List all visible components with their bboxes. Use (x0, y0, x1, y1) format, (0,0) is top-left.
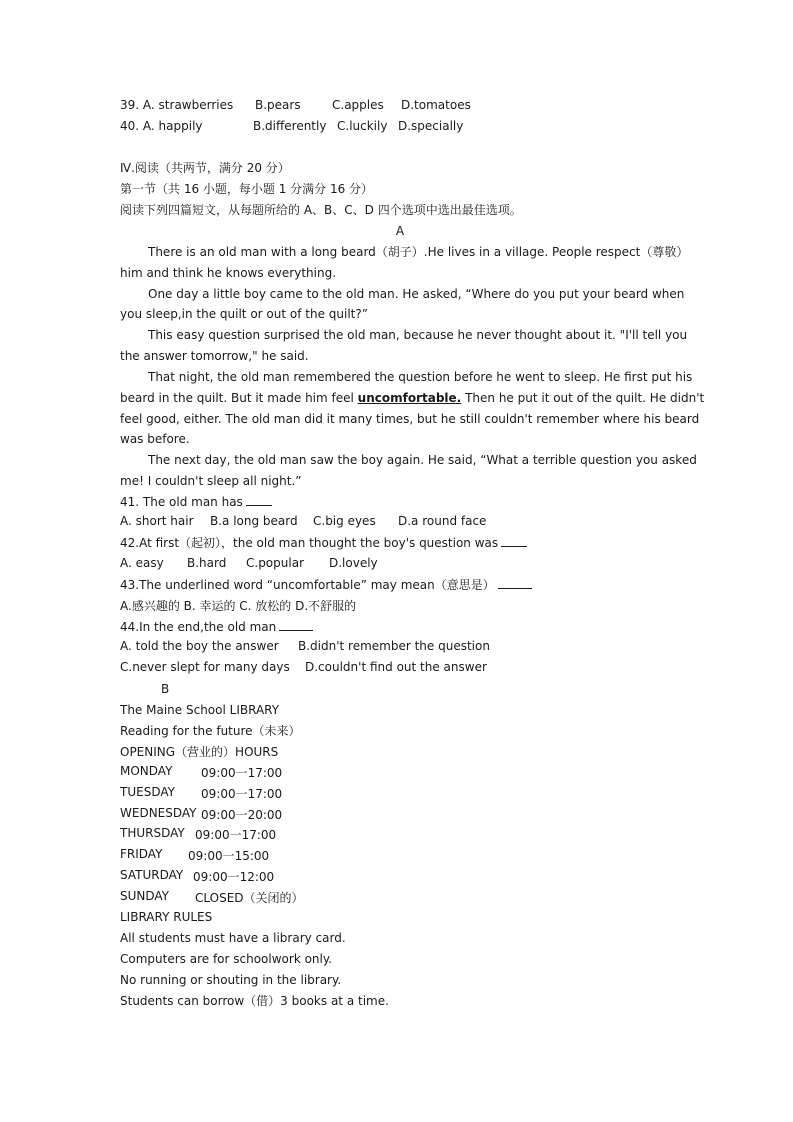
passage-a-line: That night, the old man remembered the question before he went to sleep. He first put his (148, 370, 693, 384)
hours-row-saturday: SATURDAY 09:00一12:00 (120, 868, 275, 884)
question-42-stem: 42.At first（起初），the old man thought the boy's question was (120, 535, 680, 551)
library-title: The Maine School LIBRARY (120, 703, 280, 717)
underlined-word: uncomfortable. (357, 391, 462, 405)
answer-blank (501, 535, 527, 547)
question-44-options-row2: C.never slept for many days D.couldn't find out the answer (120, 660, 487, 674)
question-43-stem: 43.The underlined word “uncomfortable” may mean（意思是） (120, 577, 680, 593)
library-slogan: Reading for the future（未来） (120, 724, 301, 738)
passage-b-label: B (161, 682, 170, 696)
question-42-options: A. easy B.hard C.popular D.lovely (120, 556, 378, 570)
passage-a-line: the answer tomorrow," he said. (120, 349, 309, 363)
question-39-options: 39. A. strawberries B.pears C.apples D.tomatoes (120, 98, 471, 112)
library-rule: All students must have a library card. (120, 931, 346, 945)
answer-blank (498, 577, 532, 589)
question-44-stem: 44.In the end,the old man (120, 619, 680, 635)
hours-row-thursday: THURSDAY 09:00一17:00 (120, 826, 277, 842)
question-40-options: 40. A. happily B.differently C.luckily D.specially (120, 119, 464, 133)
library-rule: Students can borrow（借）3 books at a time. (120, 994, 389, 1008)
hours-row-monday: MONDAY 09:00一17:00 (120, 764, 283, 780)
passage-a-line-underlined: beard in the quilt. But it made him feel uncomfortable. Then he put it out of the quilt. He didn't (120, 391, 705, 405)
passage-a-line: The next day, the old man saw the boy again. He said, “What a terrible question you asked (148, 453, 697, 467)
passage-a-line: One day a little boy came to the old man. He asked, “Where do you put your beard when (148, 287, 685, 301)
passage-a-line: feel good, either. The old man did it many times, but he still couldn't remember where his beard (120, 412, 700, 426)
passage-a-line: me! I couldn't sleep all night.” (120, 474, 302, 488)
passage-a-line: was before. (120, 432, 190, 446)
section-title: Ⅳ.阅读（共两节，满分 20 分） (120, 161, 290, 175)
passage-a-line: This easy question surprised the old man, because he never thought about it. "I'll tell you (148, 328, 688, 342)
hours-row-tuesday: TUESDAY 09:00一17:00 (120, 785, 283, 801)
hours-row-wednesday: WEDNESDAY 09:00一20:00 (120, 806, 283, 822)
passage-a-line: There is an old man with a long beard（胡子）.He lives in a village. People respect（尊敬） (148, 245, 689, 259)
passage-a-line: you sleep,in the quilt or out of the quilt?” (120, 307, 368, 321)
question-41-stem: 41. The old man has (120, 494, 680, 510)
question-43-options: A.感兴趣的 B. 幸运的 C. 放松的 D.不舒服的 (120, 599, 357, 613)
opening-hours-title: OPENING（营业的）HOURS (120, 745, 279, 759)
answer-blank (279, 619, 313, 631)
answer-blank (246, 494, 272, 506)
passage-a-label: A (395, 224, 405, 238)
hours-row-friday: FRIDAY 09:00一15:00 (120, 847, 270, 863)
question-41-options: A. short hair B.a long beard C.big eyes D.a round face (120, 514, 487, 528)
section-part: 第一节（共 16 小题，每小题 1 分满分 16 分） (120, 182, 374, 196)
section-instruction: 阅读下列四篇短文，从每题所给的 A、B、C、D 四个选项中选出最佳选项。 (120, 203, 522, 217)
library-rule: No running or shouting in the library. (120, 973, 342, 987)
library-rule: Computers are for schoolwork only. (120, 952, 333, 966)
library-rules-title: LIBRARY RULES (120, 910, 213, 924)
question-44-options-row1: A. told the boy the answer B.didn't remember the question (120, 639, 490, 653)
hours-row-sunday: SUNDAY CLOSED（关闭的） (120, 889, 304, 905)
passage-a-line: him and think he knows everything. (120, 266, 337, 280)
